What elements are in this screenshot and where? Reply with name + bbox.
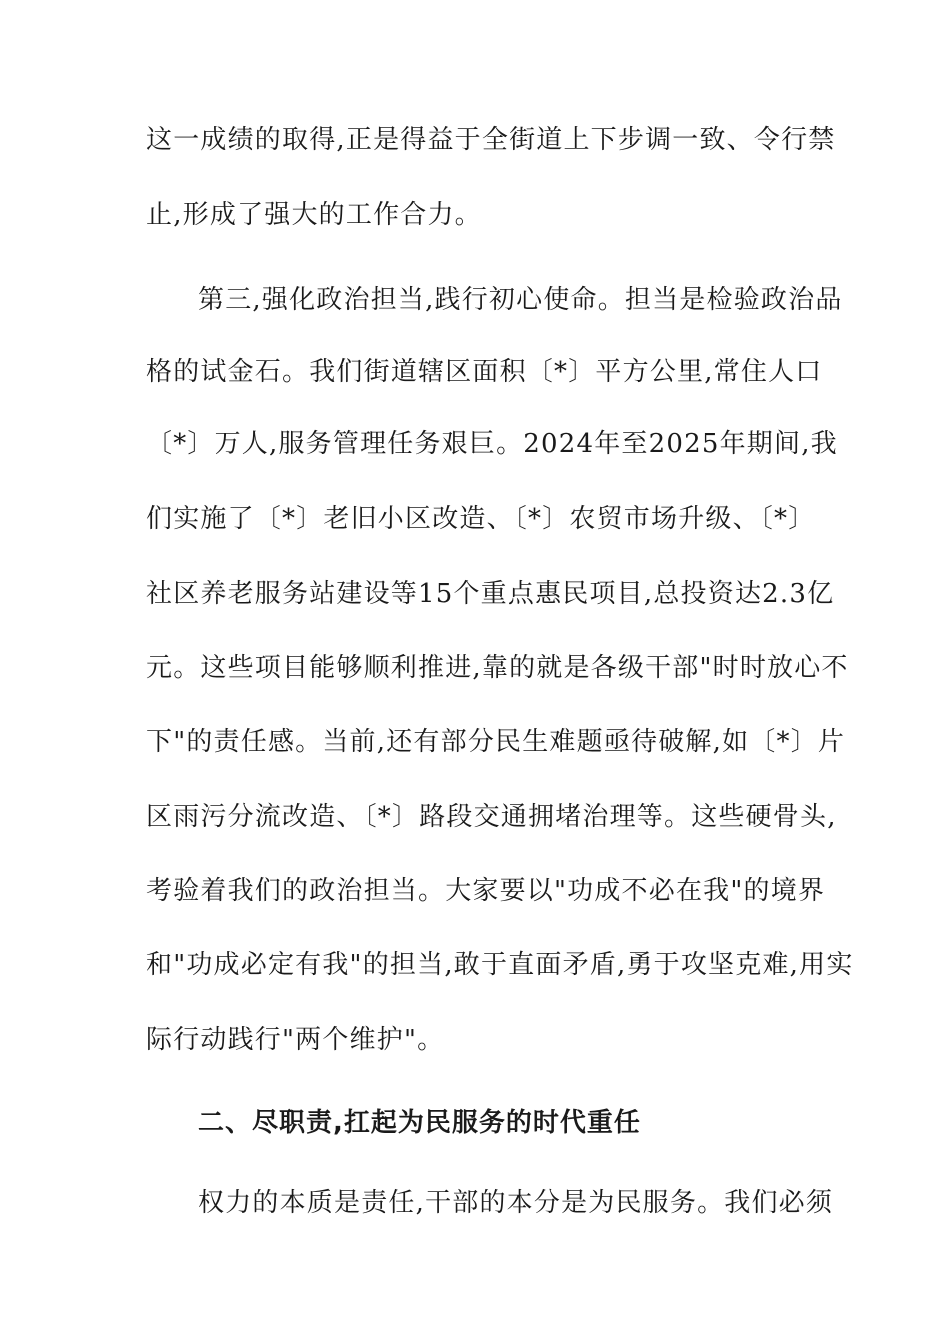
paragraph-line: 下"的责任感。当前,还有部分民生难题亟待破解,如〔*〕片 (146, 727, 846, 757)
paragraph-line: 这一成绩的取得,正是得益于全街道上下步调一致、令行禁 (146, 125, 836, 155)
paragraph-line: 际行动践行"两个维护"。 (146, 1025, 445, 1055)
paragraph-line: 区雨污分流改造、〔*〕路段交通拥堵治理等。这些硬骨头, (146, 802, 837, 832)
paragraph-line: 元。这些项目能够顺利推进,靠的就是各级干部"时时放心不 (146, 653, 849, 683)
paragraph-line: 第三,强化政治担当,践行初心使命。担当是检验政治品 (198, 285, 843, 315)
paragraph-line: 格的试金石。我们街道辖区面积〔*〕平方公里,常住人口 (146, 357, 823, 387)
paragraph-line: 止,形成了强大的工作合力。 (146, 200, 482, 230)
paragraph-line: 社区养老服务站建设等15个重点惠民项目,总投资达2.3亿 (146, 579, 835, 609)
paragraph-line: 和"功成必定有我"的担当,敢于直面矛盾,勇于攻坚克难,用实 (146, 950, 854, 980)
section-heading: 二、尽职责,扛起为民服务的时代重任 (198, 1108, 641, 1138)
paragraph-line: 考验着我们的政治担当。大家要以"功成不必在我"的境界 (146, 876, 826, 906)
paragraph-line: 们实施了〔*〕老旧小区改造、〔*〕农贸市场升级、〔*〕 (146, 504, 816, 534)
paragraph-line: 权力的本质是责任,干部的本分是为民服务。我们必须 (198, 1188, 834, 1218)
paragraph-line: 〔*〕万人,服务管理任务艰巨。2024年至2025年期间,我 (146, 429, 838, 459)
